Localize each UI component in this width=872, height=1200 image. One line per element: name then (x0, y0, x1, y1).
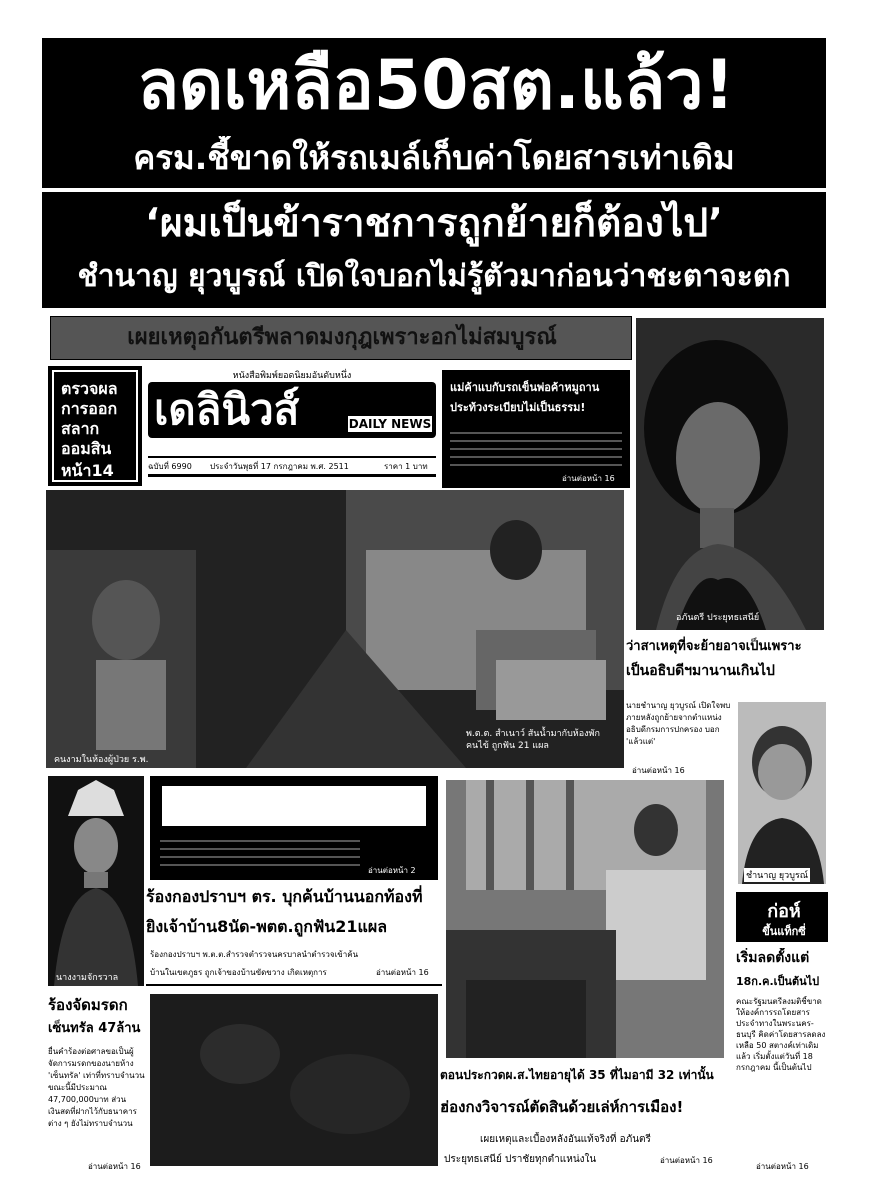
bus-story (736, 892, 828, 1174)
contest-photo (446, 780, 724, 1058)
sub-headline: ครม.ชี้ขาดให้รถเมล์เก็บค่าโดยสารเท่าเดิม (133, 138, 735, 177)
side-story-headline-2: ประท้วงระเบียบไม่เป็นธรรม! (450, 401, 586, 414)
logo-thai-name: เดลินิวส์ (154, 385, 300, 434)
banner (50, 316, 632, 360)
headline-block (42, 38, 826, 188)
estate-headline-2: เซ็นทรัล 47ล้าน (48, 1021, 141, 1036)
bus-label-1: ก่อห์ (767, 901, 801, 922)
estate-headline-1: ร้องจัดมรดก (48, 996, 128, 1014)
medical-headline-box (160, 784, 428, 828)
newspaper-logo (148, 366, 436, 486)
bus-headline-2: 18ก.ค.เป็นต้นไป (736, 975, 820, 988)
hospital-left-caption: คนงามในห้องผู้ป่วย ร.พ. (54, 755, 149, 765)
main-headline: ลดเหลือ50สต.แล้ว! (137, 46, 735, 125)
reason-page-ref: อ่านต่อหน้า 16 (632, 766, 685, 775)
queen-image (48, 776, 144, 986)
medical-page-ref: อ่านต่อหน้า 2 (368, 866, 416, 875)
lottery-line-1: ตรวจผล (61, 379, 118, 398)
bus-page-ref: อ่านต่อหน้า 16 (756, 1162, 809, 1171)
police-page-ref: อ่านต่อหน้า 16 (376, 968, 429, 977)
police-headline-1: ร้องกองปราบฯ ตร. บุกค้นบ้านนอกท้องที่ (146, 887, 423, 906)
contest-photo-image (446, 780, 724, 1058)
contest-headline-1: ตอนประกวดผ.ส.ไทยอายุได้ 35 ที่ไมอามี 32 เท่านั้น (440, 1068, 714, 1082)
quote-headline-block (42, 192, 826, 308)
police-line-2: บ้านในเขตภูธร ถูกเจ้าของบ้านขัดขวาง เกิดเหตุการ (150, 968, 327, 977)
lottery-line-4: ออมสิน (61, 439, 112, 458)
side-story-page-ref: อ่านต่อหน้า 16 (562, 474, 615, 483)
queen-photo (48, 776, 144, 986)
dark-photo-image (150, 994, 438, 1166)
medical-text-lines (160, 834, 360, 870)
queen-caption: นางงามจักรวาล (56, 973, 119, 983)
logo-date: ประจำวันพุธที่ 17 กรกฎาคม พ.ศ. 2511 (210, 462, 349, 471)
police-line-1: ร้องกองปราบฯ พ.ต.ต.สำรวจตำรวจนครบาลนำตำรวจเข้าค้น (150, 950, 359, 959)
logo-english-name: DAILY NEWS (348, 417, 432, 431)
police-rule (146, 984, 442, 986)
medical-story-box (150, 776, 438, 880)
hospital-image (46, 490, 624, 768)
bus-label-2: ขึ้นแท็กซี่ (762, 925, 806, 938)
quote-headline: ‘ผมเป็นข้าราชการถูกย้ายก็ต้องไป’ (145, 201, 723, 246)
dark-photo (150, 994, 438, 1166)
police-headline-2: ยิงเจ้าบ้าน8นัด-พตต.ถูกฟัน21แผล (146, 917, 387, 936)
logo-price: ราคา 1 บาท (384, 462, 428, 471)
banner-text: เผยเหตุอกันตรีพลาดมงกุฎเพราะอกไม่สมบูรณ์ (127, 325, 557, 350)
side-story-headline-1: แม่ค้าแบกับรถเข็นพ่อค้าหมูถาน (450, 381, 600, 394)
reason-headline-1: ว่าสาเหตุที่จะย้ายอาจเป็นเพราะ (626, 639, 802, 654)
reason-body: นายชำนาญ ยุวบูรณ์ เปิดใจพบภายหลังถูกย้ายจากตำแหน่งอธิบดีกรมการปกครอง บอก 'แล้วแต่' (626, 701, 731, 746)
reason-photo-image (738, 702, 826, 884)
lottery-line-5: หน้า14 (61, 461, 114, 480)
police-story (146, 884, 442, 992)
estate-story (48, 994, 148, 1174)
logo-wordmark (148, 382, 436, 438)
contest-page-ref: อ่านต่อหน้า 16 (660, 1156, 713, 1165)
hospital-caption: พ.ต.ต. สำเนาว์ สันน้ำมากับห้องพักคนไข้ ถูกฟัน 21 แผล (466, 729, 600, 751)
portrait-caption: อภันตรี ประยุทธเสนีย์ (676, 613, 760, 623)
bus-label-box (736, 892, 828, 942)
logo-tagline: หนังสือพิมพ์ยอดนิยมอันดับหนึ่ง (232, 371, 352, 381)
portrait-image (636, 318, 824, 630)
portrait-photo (636, 318, 824, 630)
lottery-line-2: การออก (61, 399, 118, 418)
lottery-box (48, 366, 142, 486)
quote-subheadline: ชำนาญ ยุวบูรณ์ เปิดใจบอกไม่รู้ตัวมาก่อนว่าชะตาจะตก (77, 259, 791, 294)
reason-photo (738, 702, 826, 884)
medical-headline-1: แพทย์เผยเด็กเกิดใหม่แยกมีกระเพาะปัสสาวะแปลก (166, 790, 401, 803)
side-story-text-lines (450, 426, 622, 466)
contest-headline-2: ฮ่องกงวิจารณ์ตัดสินด้วยเล่ห์การเมือง! (440, 1098, 684, 1116)
logo-rule-bottom (148, 474, 436, 477)
medical-headline-2: นับเป็นการผ่าตัดแรกตลอดรายแรกของโลก! (166, 810, 374, 823)
lottery-line-3: สลาก (61, 419, 100, 438)
contest-line-2: ประยุทธเสนีย์ ปราชัยทุกตำแหน่งใน (444, 1154, 597, 1165)
estate-body: ยื่นคำร้องต่อศาลขอเป็นผู้จัดการมรดกของนายห้าง 'เซ็นทรัล' เท่าที่ทราบจำนวนขณะนี้มีประมาณ 47,700,000บาท ส่วนเงินสดที่ฝากไว้กับธนาคารต่าง ๆ ยังไม่ทราบจำนวน (48, 1047, 145, 1128)
bus-headline-1: เริ่มลดตั้งแต่ (736, 950, 810, 966)
hospital-photo (46, 490, 624, 768)
bus-body: คณะรัฐมนตรีลงมติชี้ขาดให้องค์การรถโดยสารประจำทางในพระนคร-ธนบุรี คิดค่าโดยสารลดลงเหลือ 50 สตางค์เท่าเดิมแล้ว เริ่มตั้งแต่วันที่ 18 กรกฎาคม นี้เป็นต้นไป (736, 997, 826, 1072)
logo-issue: ฉบับที่ 6990 (148, 462, 192, 471)
reason-photo-caption: ชำนาญ ยุวบูรณ์ (744, 868, 810, 882)
contest-line-1: เผยเหตุและเบื้องหลังอันแท้จริงที่ อภันตรี (480, 1134, 651, 1145)
contest-story (440, 1064, 732, 1176)
reason-headline-2: เป็นอธิบดีฯมานานเกินไป (626, 663, 775, 679)
logo-rule-top (148, 456, 436, 458)
estate-page-ref: อ่านต่อหน้า 16 (88, 1162, 141, 1171)
side-story-box (442, 370, 630, 488)
